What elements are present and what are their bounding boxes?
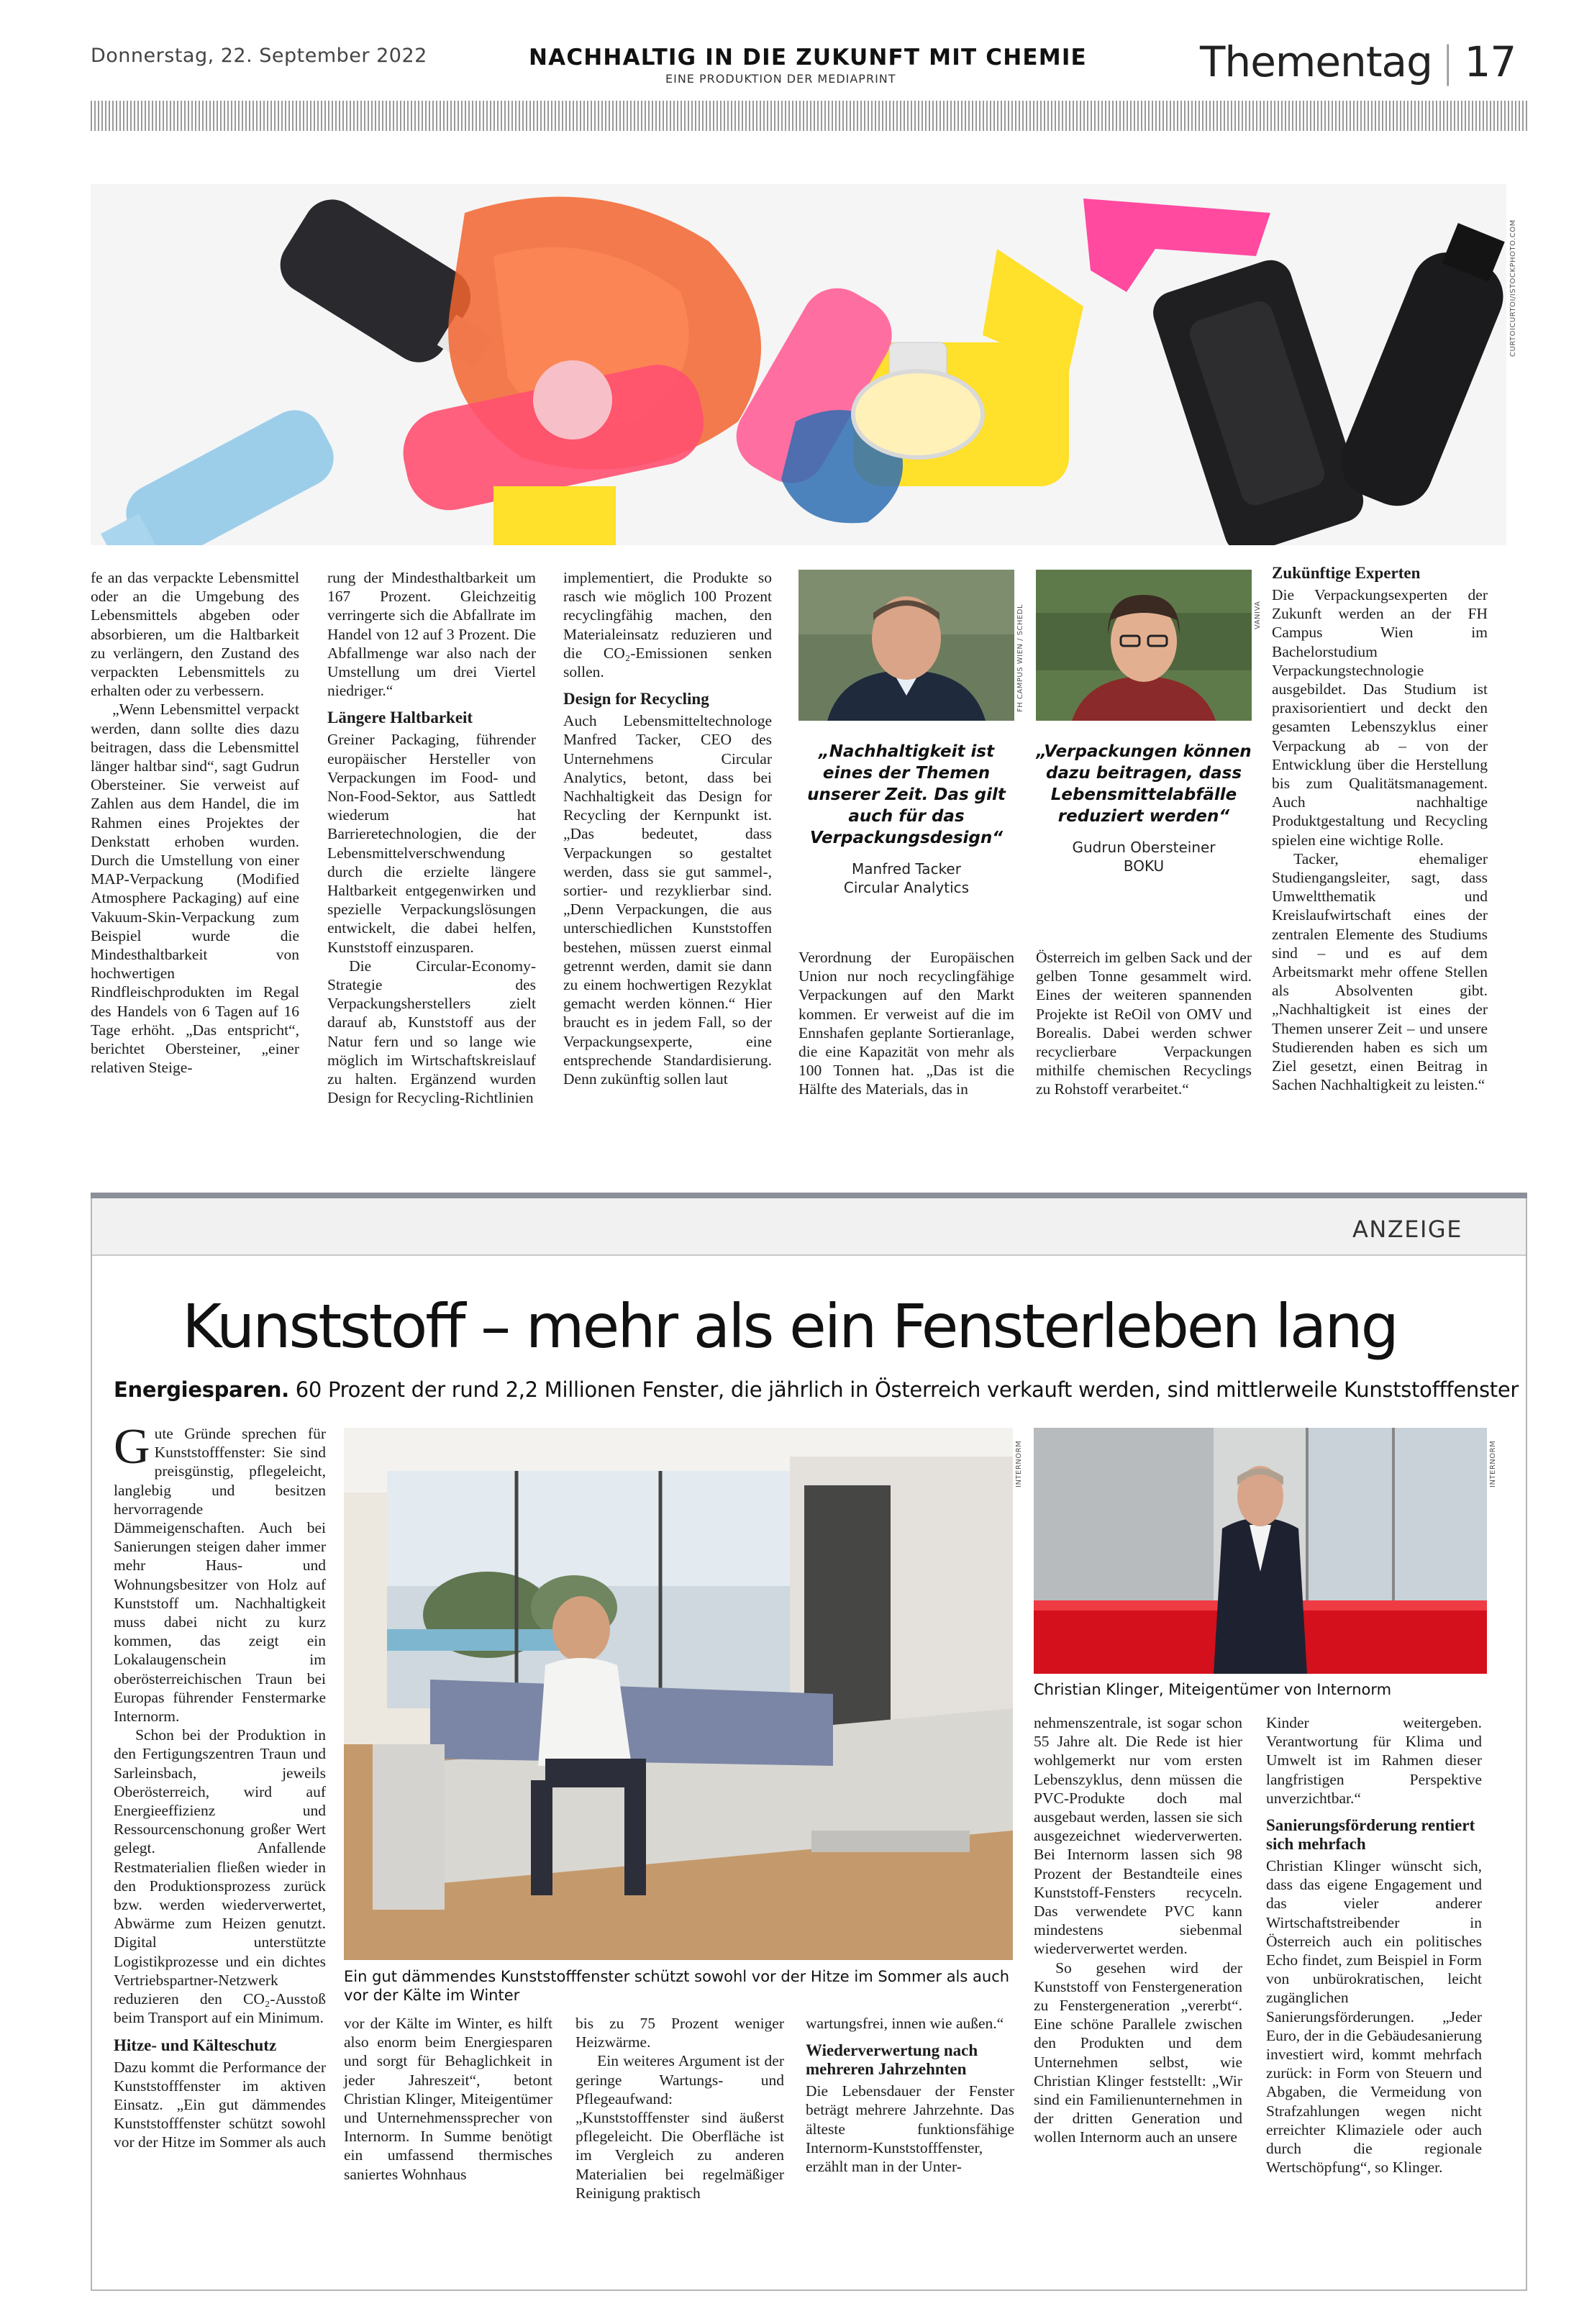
subheading-design-for-recycling: Design for Recycling	[563, 690, 709, 708]
portrait-obersteiner	[1036, 570, 1252, 721]
top-col6-p1: Die Verpackungsexperten der Zukunft werden an der FH Campus Wien im Bachelorstudium Verpackungstechnologie ausgebildet. Das Studium ist praxisorientiert und deckt den gesamten Lebenszyklus einer Verpackung ab – von der Entwicklung über die Herstellung bis zum Qualitätsmanagement. Auch nachhaltige Produktgestaltung und Recycling spielen eine wichtige Rolle.	[1272, 586, 1488, 849]
ad-col-3	[575, 2014, 784, 2202]
top-col-6	[1272, 554, 1488, 1094]
quote-obersteiner-org: BOKU	[1123, 857, 1165, 875]
ad-col-2	[344, 2014, 552, 2184]
hero-photo-credit: CURTOICURTOI/ISTOCKPHOTO.COM	[1509, 219, 1517, 357]
ad-col1-p1	[114, 1419, 326, 1726]
header-stripe	[91, 101, 1527, 131]
ad-headline: Kunststoff – mehr als ein Fensterleben lang	[182, 1291, 1397, 1362]
ad-top-rule	[91, 1193, 1527, 1198]
top-col-4	[798, 948, 1014, 1099]
top-col1-p2: „Wenn Lebensmittel verpackt werden, dann sollte dies dazu beitragen, dass die Lebensmittel länger haltbar sind“, sagt Gudrun Obersteiner. Sie verweist auf Zahlen aus dem Handel, die im Rahmen eines Projektes der Denkstatt erhoben wurden. Durch die Umstellung von einer MAP-Verpackung (Modified Atmosphere Packaging) auf eine Vakuum-Skin-Verpackung zum Beispiel wurde die Mindesthaltbarkeit von hochwertigen Rindfleischprodukten im Regal des Handels von 6 Tagen auf 16 Tage erhöht. „Das entspricht“, berichtet Obersteiner, „einer relativen Steige-	[91, 701, 299, 1077]
quote-obersteiner-text: „Verpackungen können dazu beitragen, dass Lebensmittelabfälle reduziert werden“	[1036, 742, 1252, 826]
top-col1-p1: fe an das verpackte Lebensmittel oder an die Umgebung des Lebensmittels abgeben oder absorbieren, um die Haltbarkeit zu verlängern, den Zustand des verpackten Lebensmittels zu erhalten oder zu verbessern.	[91, 569, 299, 700]
portrait-tacker-credit: FH CAMPUS WIEN / SCHEDL	[1016, 603, 1024, 712]
ad-col6-p2: Christian Klinger wünscht sich, dass das eigene Engagement und das vieler anderer Wirtschaftstreibender in Österreich auch ein politisches Echo findet, zum Beispiel in Form von unbürokratischen, leicht zugänglichen Sanierungsförderungen. „Jeder Euro, der in die Gebäudesanierung investiert wird, kommt mehrfach zurück: in Form von Steuern und Abgaben, die Vermeidung von Strafzahlungen wegen nicht erreichter Klimaziele oder auch durch die regionale Wertschöpfung“, so Klinger.	[1266, 1857, 1482, 2177]
subheading-laengere-haltbarkeit: Längere Haltbarkeit	[327, 708, 473, 727]
ad-col2-p: vor der Kälte im Winter, es hilft also enorm beim Energiesparen und sorgt für Behaglichkeit in jeder Jahreszeit“, betont Christian Klinger, Miteigentümer und Unternehmenssprecher von Internorm. In Summe benötigt ein umfassend thermisches saniertes Wohnhaus	[344, 2015, 552, 2183]
subheading-hitze-kaelteschutz: Hitze- und Kälteschutz	[114, 2036, 277, 2054]
top-col3-p2: Auch Lebensmitteltechnologe Manfred Tacker, CEO des Unternehmens Circular Analytics, betont, dass bei Nachhaltigkeit das Design for Recycling der Kernpunkt ist. „Das bedeutet, dass Verpackungen so gestaltet werden, dass sie gut sammel-, sortier- und rezyklierbar sind. „Denn Verpackungen, die aus unterschiedlichen Kunststoffen bestehen, müssen zuerst einmal getrennt werden, damit sie dann zu einem hochwertigen Rezyklat gemacht werden können.“ Hier braucht es in jedem Fall, so der Verpackungsexperte, eine entsprechende Standardisierung. Denn zukünftig sollen laut	[563, 712, 772, 1088]
page-number: 17	[1464, 37, 1516, 86]
ad-photo-living-room	[344, 1428, 1013, 1960]
ad-col1-p1-text: ute Gründe sprechen für Kunststofffenster: Sie sind preisgünstig, pflegeleicht, langlebig und besitzen hervorragende Dämmeigenschaften. Auch bei Sanierungen steigen daher immer mehr Haus- und Wohnungsbesitzer von Holz auf Kunststoff um. Nachhaltigkeit muss dabei nicht zu kurz kommen, das zeigt ein Lokalaugenschein im oberösterreichischen Traun bei Europas führender Fenstermarke Internorm.	[114, 1425, 326, 1726]
ad-photo-klinger	[1034, 1428, 1487, 1674]
ad-lead	[114, 1377, 1519, 1402]
quote-tacker-name: Manfred Tacker	[852, 860, 961, 878]
ad-photo2-credit: INTERNORM	[1489, 1440, 1497, 1487]
section-name: Thementag	[1200, 37, 1432, 86]
ad-col3-p2: Ein weiteres Argument ist der geringe Wartungs- und Pflegeaufwand: „Kunststofffenster sind äußerst pflegeleicht. Die Oberfläche ist im Vergleich zu anderen Materialien bei regelmäßiger Reinigung praktisch	[575, 2052, 784, 2202]
top-col-2	[327, 568, 536, 1107]
ad-col4-p1: wartungsfrei, innen wie außen.“	[806, 2015, 1004, 2032]
ad-col3-p1: bis zu 75 Prozent weniger Heizwärme.	[575, 2015, 784, 2051]
quote-obersteiner	[1036, 741, 1252, 875]
top-col-3	[563, 568, 772, 1088]
quote-tacker	[798, 741, 1014, 896]
quote-tacker-text: „Nachhaltigkeit ist eines der Themen unserer Zeit. Das gilt auch für das Verpackungsdesign“	[807, 742, 1006, 847]
quote-tacker-org: Circular Analytics	[843, 879, 970, 896]
ad-label: ANZEIGE	[1352, 1216, 1462, 1243]
ad-lead-text: 60 Prozent der rund 2,2 Millionen Fenster, die jährlich in Österreich verkauft werden, sind mittlerweile Kunststofffenster	[288, 1377, 1519, 1402]
top-col2-p3: Die Circular-Economy-Strategie des Verpackungsherstellers zielt darauf ab, Kunststoff aus der Natur fern und so lange wie möglich im Wirtschaftskreislauf zu halten. Ergänzend wurden Design for Recycling-Richtlinien	[327, 957, 536, 1107]
plastic-packaging-illustration	[91, 184, 1506, 545]
subheading-sanierungsfoerderung: Sanierungsförderung rentiert sich mehrfach	[1266, 1816, 1475, 1854]
ad-col5-p1: nehmenszentrale, ist sogar schon 55 Jahre alt. Die Rede ist hier wohlgemerkt nur vom ersten Lebenszyklus, denn müssen die PVC-Produkte doch mal ausgebaut werden, lassen sie sich ausgezeichnet wiederverwerten. Bei Internorm lassen sich 98 Prozent der Bestandteile eines Kunststoff-Fensters recyceln. Das verwendete PVC kann mindestens siebenmal wiederverwertet werden.	[1034, 1714, 1242, 1958]
ad-col-6	[1266, 1713, 1482, 2177]
header-title: NACHHALTIG IN DIE ZUKUNFT MIT CHEMIE	[529, 45, 1087, 70]
header-subtitle: EINE PRODUKTION DER MEDIAPRINT	[665, 72, 896, 86]
top-col5-p: Österreich im gelben Sack und der gelben Tonne gesammelt wird. Eines der weiteren spannenden Projekte ist ReOil von OMV und Borealis. Dabei werden schwer recyclierbare Verpackungen mithilfe chemischen Recyclings zu Rohstoff verarbeitet.“	[1036, 949, 1252, 1098]
subheading-zukuenftige-experten: Zukünftige Experten	[1272, 564, 1421, 582]
ad-col-5	[1034, 1713, 1242, 2147]
quote-obersteiner-name: Gudrun Obersteiner	[1072, 839, 1216, 856]
top-col4-p: Verordnung der Europäischen Union nur noch recyclingfähige Verpackungen auf den Markt kommen. Er verweist auf die im Ennshafen geplante Sortieranlage, die eine Kapazität von mehr als 100 Tonnen hat. „Das ist die Hälfte des Materials, das in	[798, 949, 1014, 1098]
top-col2-p2: Greiner Packaging, führender europäischer Hersteller von Verpackungen im Food- und Non-Food-Sektor, aus Sattledt wiederum hat Barrieretechnologien, die der Lebensmittelverschwendung durch die erzielte längere Haltbarkeit entgegenwirken und spezielle Verpackungslösungen entwickelt, die dabei helfen, Kunststoff einzusparen.	[327, 731, 536, 956]
portrait-obersteiner-credit: VANIVA	[1254, 601, 1262, 629]
ad-col1-p2: Schon bei der Produktion in den Fertigungszentren Traun und Sarleinsbach, jeweils Oberösterreich, wird auf Energieeffizienz und Ressourcenschonung großer Wert gelegt. Anfallende Restmaterialien fließen wieder in den Produktionsprozess zurück bzw. werden wiederverwertet, Abwärme zum Heizen genutzt. Digital unterstützte Logistikprozesse und ein dichtes Vertriebspartner-Netzwerk reduzieren den CO₂-Ausstoß beim Transport auf ein Minimum.	[114, 1726, 326, 2027]
ad-photo1-caption: Ein gut dämmendes Kunststofffenster schützt sowohl vor der Hitze im Sommer als auch vor der Kälte im Winter	[344, 1968, 1010, 2004]
drop-cap: G	[114, 1419, 150, 1475]
ad-col-4	[806, 2014, 1014, 2176]
top-col-5	[1036, 948, 1252, 1099]
header-section: Thementag | 17	[1200, 37, 1516, 86]
ad-col5-p2: So gesehen wird der Kunststoff von Fenstergeneration zu Fenstergeneration „vererbt“. Eine schöne Parallele zwischen den Produkten und dem Unternehmen selbst, wie Christian Klinger feststellt: „Wir sind ein Familienunternehmen in der dritten Generation und wollen Internorm auch an unsere	[1034, 1959, 1242, 2146]
ad-photo2-caption: Christian Klinger, Miteigentümer von Internorm	[1034, 1681, 1392, 1698]
ad-photo1-credit: INTERNORM	[1015, 1440, 1023, 1487]
ad-col-1	[114, 1419, 326, 2152]
ad-col4-p2: Die Lebensdauer der Fenster beträgt mehrere Jahrzehnte. Das älteste funktionsfähige Internorm-Kunststofffenster, erzählt man in der Unter-	[806, 2082, 1014, 2176]
ad-label-bar	[92, 1198, 1526, 1256]
ad-col6-p1: Kinder weitergeben. Verantwortung für Klima und Umwelt ist im Rahmen dieser langfristigen Perspektive unverzichtbar.“	[1266, 1714, 1482, 1807]
top-col2-p1: rung der Mindesthaltbarkeit um 167 Prozent. Gleichzeitig verringerte sich die Abfallrate im Handel von 12 auf 3 Prozent. Die Abfallmenge war also nach der Umstellung um drei Viertel niedriger.“	[327, 569, 536, 700]
top-col6-p2: Tacker, ehemaliger Studiengangsleiter, sagt, dass Umweltthematik und Kreislaufwirtschaft eines der zentralen Elemente des Studiums sind – und es auf dem Arbeitsmarkt mehr offene Stellen als Absolventen gibt. „Nachhaltigkeit ist eines der Themen unserer Zeit – und unsere Studierenden haben es sich um Ziel gesetzt, einen Beitrag in Sachen Nachhaltigkeit zu leisten.“	[1272, 849, 1488, 1094]
subheading-wiederverwertung: Wiederverwertung nach mehreren Jahrzehnten	[806, 2041, 978, 2079]
ad-lead-bold: Energiesparen.	[114, 1377, 289, 1402]
top-col-1	[91, 568, 299, 1077]
header-date: Donnerstag, 22. September 2022	[91, 45, 427, 67]
portrait-tacker	[798, 570, 1014, 721]
ad-col1-p3: Dazu kommt die Performance der Kunststofffenster im aktiven Einsatz. „Ein gut dämmendes Kunststofffenster schützt sowohl vor der Hitze im Sommer als auch	[114, 2058, 326, 2151]
hero-photo	[91, 184, 1506, 545]
top-col3-p1: implementiert, die Produkte so rasch wie möglich 100 Prozent recyclingfähig machen, den Materialeinsatz reduzieren und die CO₂-Emissionen senken sollen.	[563, 569, 772, 681]
